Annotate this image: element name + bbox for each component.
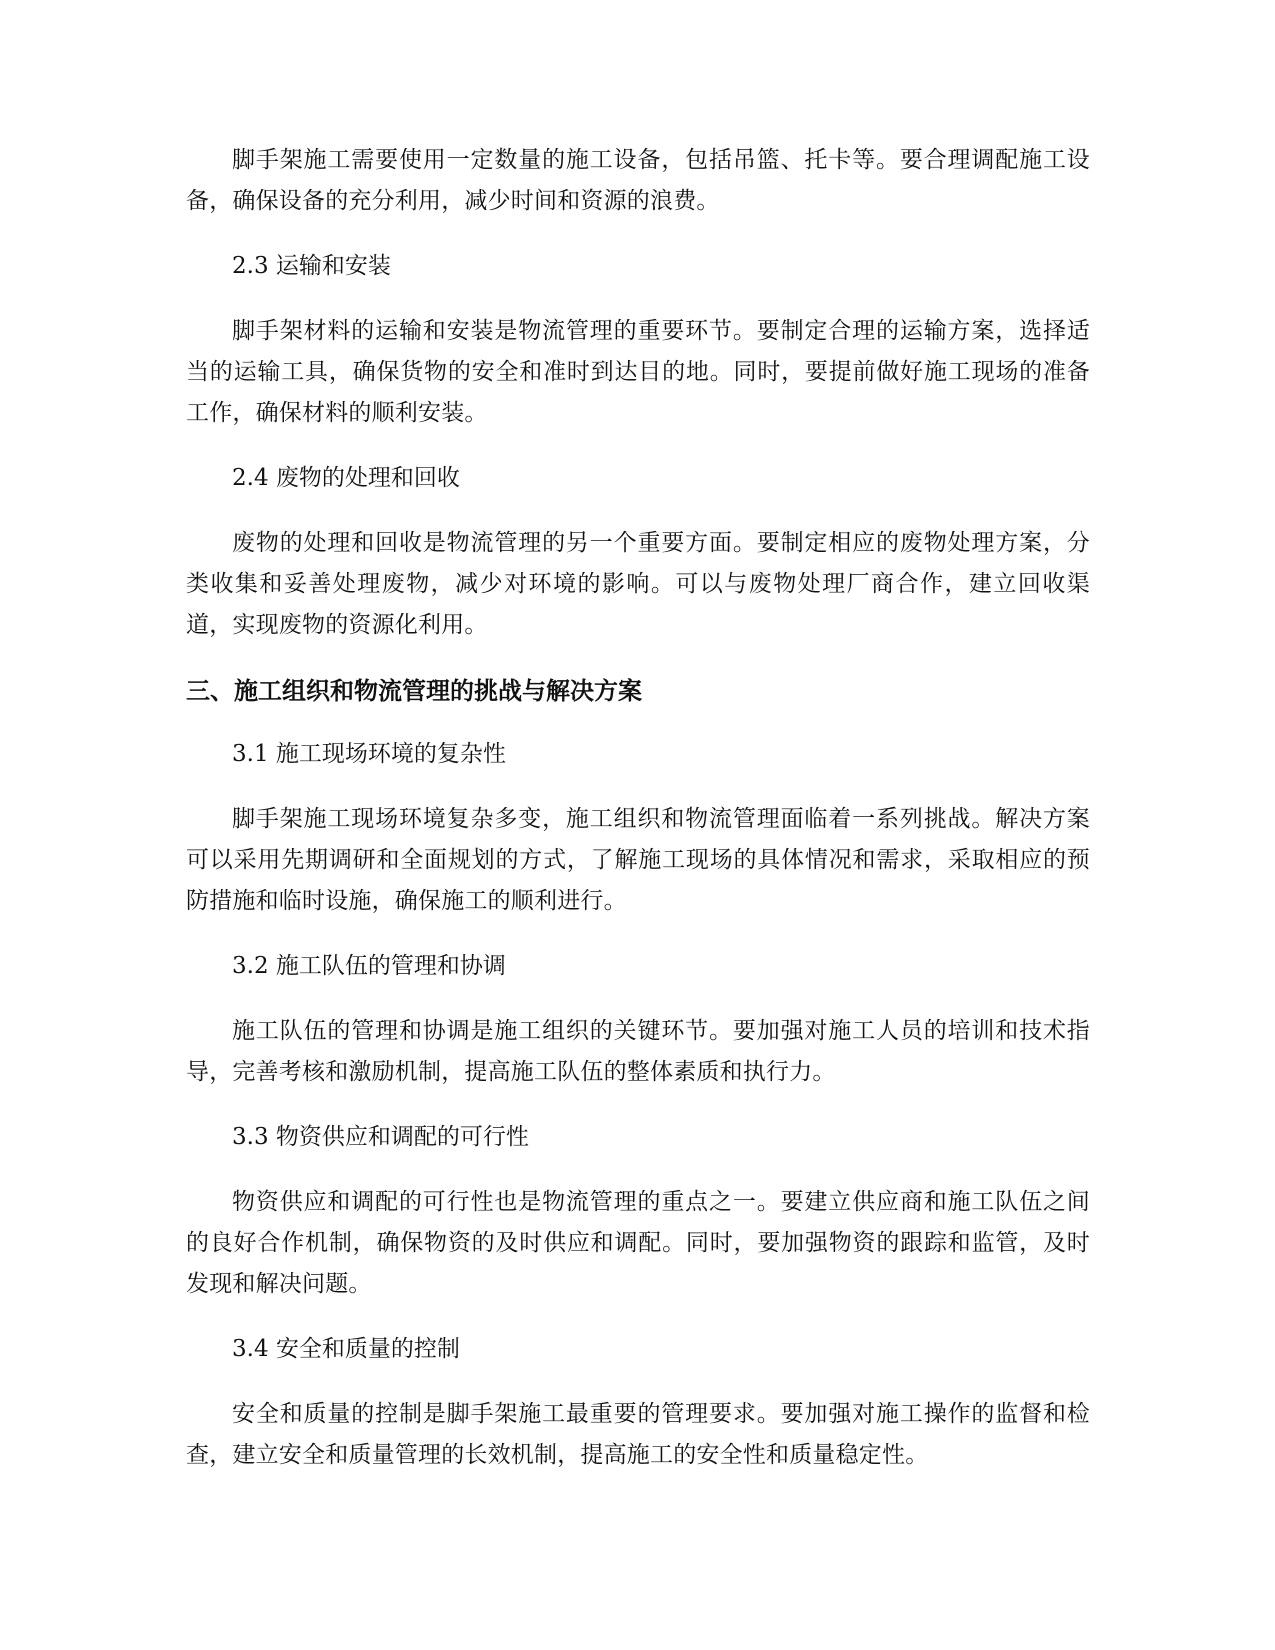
section-heading-3: 三、施工组织和物流管理的挑战与解决方案: [186, 677, 642, 705]
subheading-2-4: 2.4 废物的处理和回收: [232, 465, 460, 491]
paragraph-equipment: 脚手架施工需要使用一定数量的施工设备，包括吊篮、托卡等。要合理调配施工设备，确保设备的充分利用，减少时间和资源的浪费。: [186, 147, 1090, 214]
document-body: [186, 140, 1090, 1500]
paragraph-site-environment: 脚手架施工现场环境复杂多变，施工组织和物流管理面临着一系列挑战。解决方案可以采用先期调研和全面规划的方式，了解施工现场的具体情况和需求，采取相应的预防措施和临时设施，确保施工的顺利进行。: [186, 806, 1090, 914]
paragraph-safety-quality: 安全和质量的控制是脚手架施工最重要的管理要求。要加强对施工操作的监督和检查，建立安全和质量管理的长效机制，提高施工的安全性和质量稳定性。: [186, 1401, 1090, 1468]
paragraph-waste: 废物的处理和回收是物流管理的另一个重要方面。要制定相应的废物处理方案，分类收集和妥善处理废物，减少对环境的影响。可以与废物处理厂商合作，建立回收渠道，实现废物的资源化利用。: [186, 530, 1090, 638]
subheading-3-2: 3.2 施工队伍的管理和协调: [232, 953, 506, 979]
subheading-2-3: 2.3 运输和安装: [232, 253, 391, 279]
paragraph-supply: 物资供应和调配的可行性也是物流管理的重点之一。要建立供应商和施工队伍之间的良好合作机制，确保物资的及时供应和调配。同时，要加强物资的跟踪和监管，及时发现和解决问题。: [186, 1189, 1090, 1297]
subheading-3-4: 3.4 安全和质量的控制: [232, 1336, 460, 1362]
subheading-3-1: 3.1 施工现场环境的复杂性: [232, 741, 506, 767]
paragraph-transport: 脚手架材料的运输和安装是物流管理的重要环节。要制定合理的运输方案，选择适当的运输工具，确保货物的安全和准时到达目的地。同时，要提前做好施工现场的准备工作，确保材料的顺利安装。: [186, 318, 1090, 426]
paragraph-team-management: 施工队伍的管理和协调是施工组织的关键环节。要加强对施工人员的培训和技术指导，完善考核和激励机制，提高施工队伍的整体素质和执行力。: [186, 1018, 1090, 1085]
subheading-3-3: 3.3 物资供应和调配的可行性: [232, 1124, 529, 1150]
